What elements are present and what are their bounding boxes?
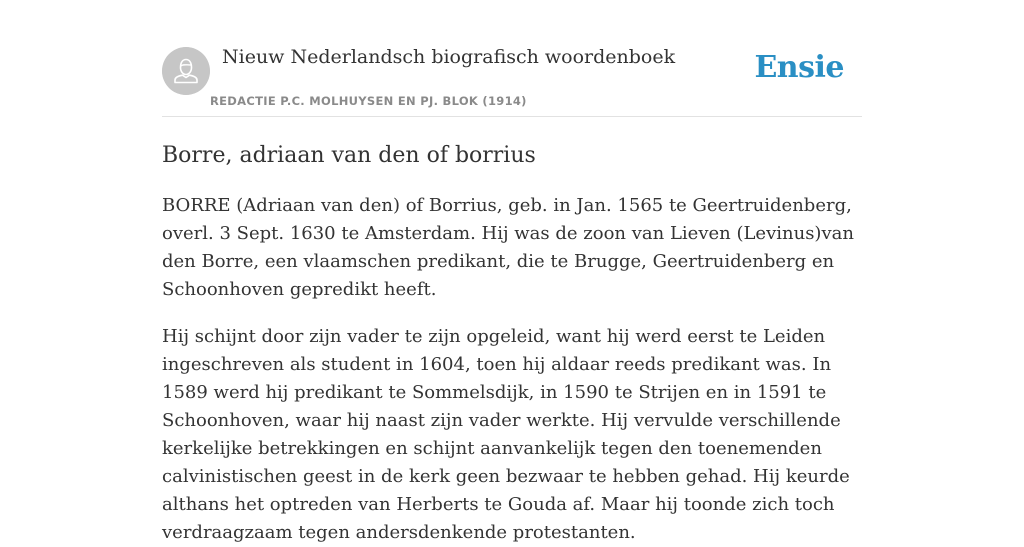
author-avatar — [162, 47, 210, 95]
page — [162, 0, 862, 547]
article-title: Borre, adriaan van den of borrius — [162, 143, 536, 168]
ensie-logo[interactable]: Ensie — [754, 50, 844, 85]
book-header — [162, 0, 862, 117]
user-silhouette-icon — [162, 47, 210, 95]
book-editors: REDACTIE P.C. MOLHUYSEN EN PJ. BLOK (1914) — [210, 94, 527, 108]
article-paragraph: Hij schijnt door zijn vader te zijn opgeleid, want hij werd eerst te Leiden ingeschreven als student in 1604, toen hij aldaar reeds predikant was. In 1589 werd hij predikant te Sommelsdijk, in 1590 te Strijen en in 1591 te Schoonhoven, waar hij naast zijn vader werkte. Hij vervulde verschillende kerkelijke betrekkingen en schijnt aanvankelijk tegen den toenemenden calvinistischen geest in de kerk geen bezwaar te hebben gehad. Hij keurde althans het optreden van Herberts te Gouda af. Maar hij toonde zich toch verdraagzaam tegen andersdenkende protestanten. — [162, 326, 850, 543]
article-paragraph: BORRE (Adriaan van den) of Borrius, geb. in Jan. 1565 te Geertruidenberg, overl. 3 Sept. 1630 te Amsterdam. Hij was de zoon van Lieven (Levinus)van den Borre, een vlaamschen predikant, die te Brugge, Geertruidenberg en Schoonhoven gepredikt heeft. — [162, 195, 854, 300]
book-title[interactable]: Nieuw Nederlandsch biografisch woordenboek — [222, 46, 676, 68]
